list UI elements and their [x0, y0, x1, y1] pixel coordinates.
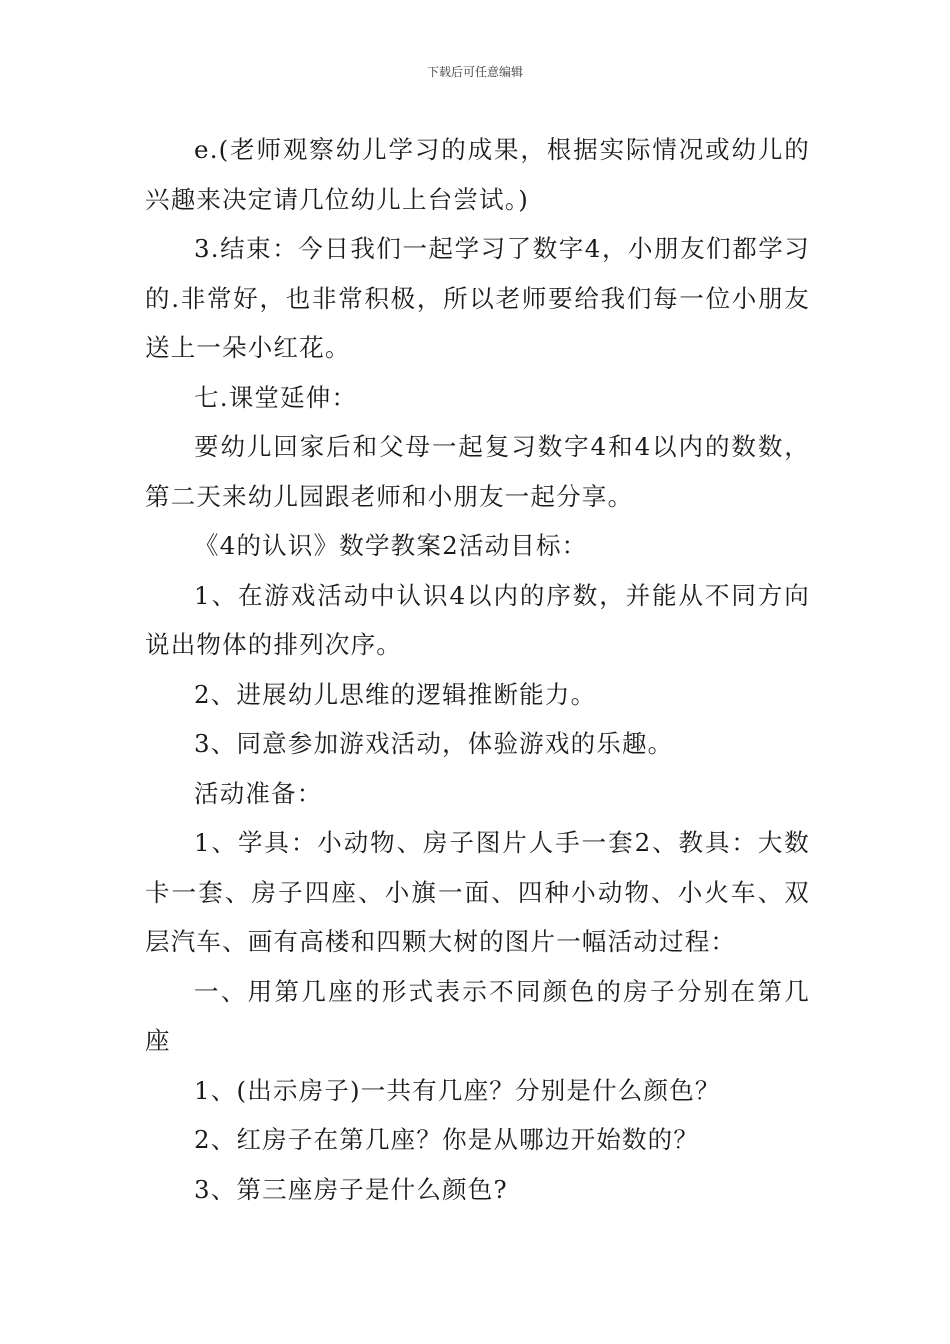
section-heading-preparation: 活动准备： [194, 778, 323, 808]
question-item-2: 2、红房子在第几座？你是从哪边开始数的？ [194, 1125, 700, 1154]
goal-item-2: 2、进展幼儿思维的逻辑推断能力。 [194, 679, 597, 709]
section-heading-extension: 七.课堂延伸： [194, 382, 358, 412]
preparation-item: 1、学具：小动物、房子图片人手一套2、教具：大数卡一套、房子四座、小旗一面、四种小动物、小火车、双层汽车、画有高楼和四颗大树的图片一幅活动过程： [145, 828, 810, 956]
goal-item-1: 1、在游戏活动中认识4以内的序数，并能从不同方向说出物体的排列次序。 [145, 580, 810, 659]
goal-item-3: 3、同意参加游戏活动，体验游戏的乐趣。 [194, 729, 674, 758]
question-item-1: 1、(出示房子)一共有几座？分别是什么颜色？ [194, 1075, 721, 1105]
paragraph-observation: e.(老师观察幼儿学习的成果，根据实际情况或幼儿的兴趣来决定请几位幼儿上台尝试。) [145, 135, 810, 214]
document-body [145, 125, 810, 1214]
question-item-3: 3、第三座房子是什么颜色? [194, 1174, 508, 1204]
section-heading-goals: 《4的认识》数学教案2活动目标： [194, 531, 588, 560]
process-step-1: 一、用第几座的形式表示不同颜色的房子分别在第几座 [145, 976, 810, 1055]
page-header-note: 下载后可任意编辑 [426, 65, 523, 79]
paragraph-conclusion: 3.结束：今日我们一起学习了数字4，小朋友们都学习的.非常好，也非常积极，所以老师要给我们每一位小朋友送上一朵小红花。 [145, 234, 810, 362]
paragraph-homework: 要幼儿回家后和父母一起复习数字4和4以内的数数，第二天来幼儿园跟老师和小朋友一起分享。 [145, 432, 810, 511]
